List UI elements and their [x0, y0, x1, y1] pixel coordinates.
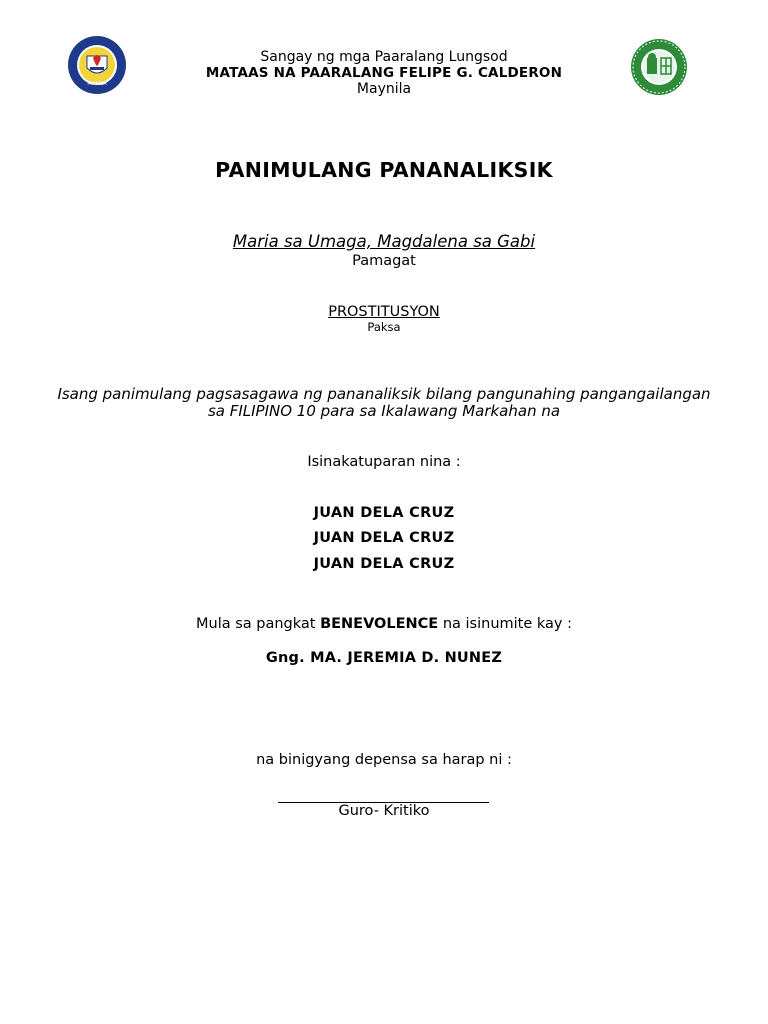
author-name: JUAN DELA CRUZ	[313, 530, 455, 546]
research-title-label: Pamagat	[352, 253, 416, 269]
research-topic-text: PROSTITUSYON	[328, 304, 440, 320]
purpose-line-1: Isang panimulang pagsasagawa ng pananaliksik bilang pangunahing pangangailangan	[57, 385, 711, 403]
research-title-text: Maria sa Umaga, Magdalena sa Gabi	[232, 232, 536, 251]
author-name: JUAN DELA CRUZ	[313, 556, 455, 572]
prepared-by-label: Isinakatuparan nina :	[307, 454, 461, 470]
section-name: BENEVOLENCE	[320, 616, 439, 632]
defense-label: na binigyang depensa sa harap ni :	[256, 752, 512, 768]
research-topic	[0, 303, 768, 321]
seal-ring-text-bottom: MANILA	[87, 81, 107, 87]
division-name: Sangay ng mga Paaralang Lungsod	[260, 49, 508, 65]
purpose-line-2: sa FILIPINO 10 para sa Ikalawang Markahan na	[207, 402, 561, 420]
submission-prefix: Mula sa pangkat	[196, 616, 321, 632]
page-title: PANIMULANG PANANALIKSIK	[215, 158, 553, 182]
research-topic-label: Paksa	[367, 320, 401, 334]
city-name: Maynila	[356, 81, 412, 97]
school-name: MATAAS NA PAARALANG FELIPE G. CALDERON	[205, 65, 563, 81]
critic-label: Guro- Kritiko	[338, 803, 430, 819]
research-title	[0, 231, 768, 253]
author-name: JUAN DELA CRUZ	[313, 505, 455, 521]
submission-suffix: na isinumite kay :	[438, 616, 572, 632]
teacher-name: Gng. MA. JEREMIA D. NUNEZ	[265, 650, 503, 666]
submission-line	[0, 615, 768, 633]
